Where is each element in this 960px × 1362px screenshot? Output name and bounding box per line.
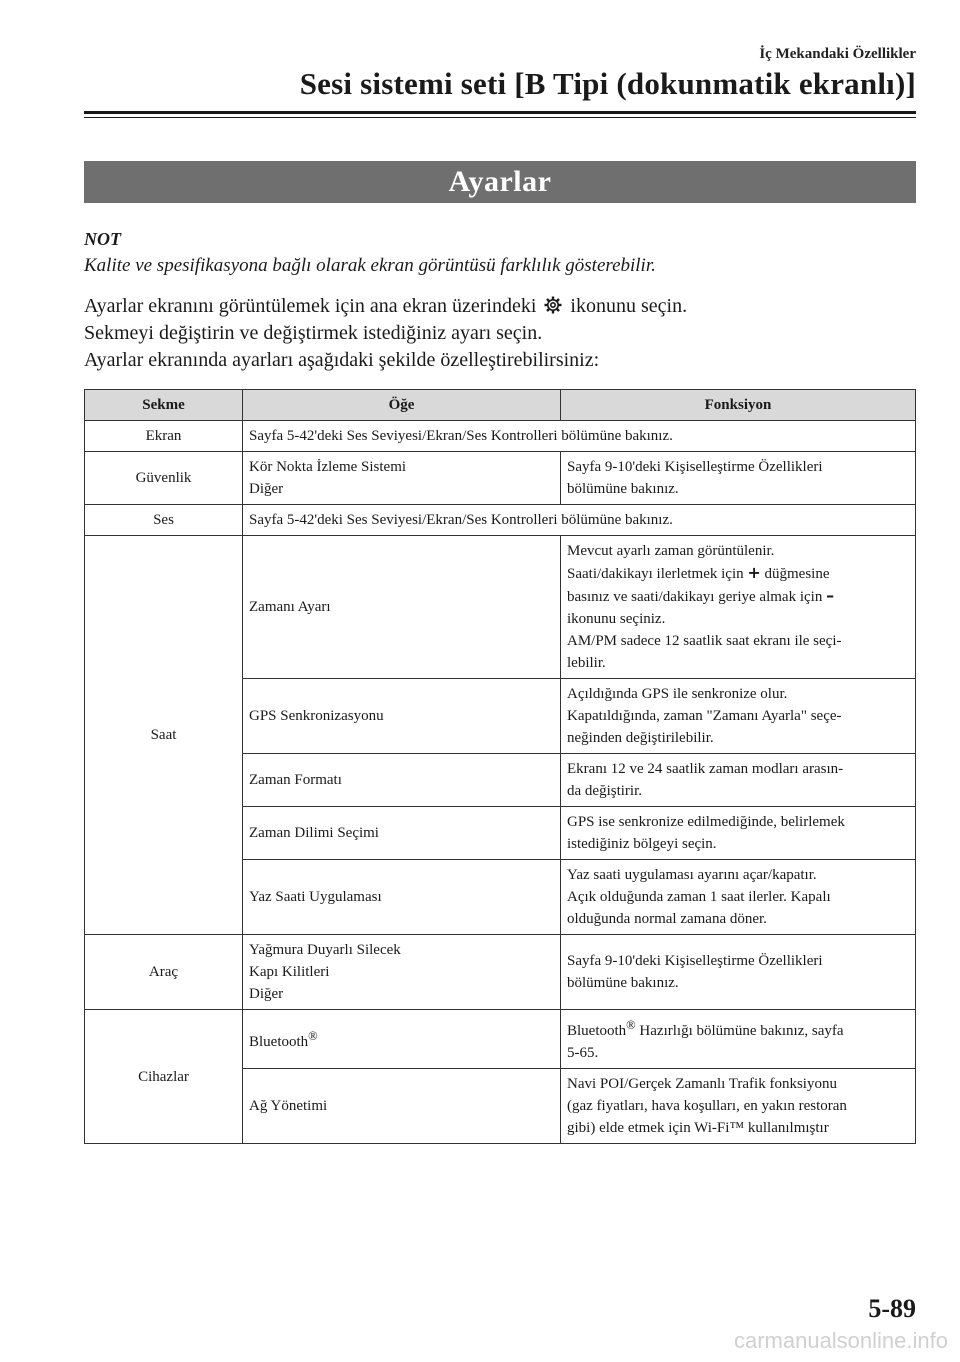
- arac-items: [243, 935, 561, 1010]
- format-item: Zaman Formatı: [243, 754, 561, 807]
- guvenlik-func-2: bölümüne bakınız.: [567, 481, 679, 497]
- registered-mark-2: ®: [626, 1018, 636, 1032]
- zaman-ayari-l6: lebilir.: [567, 655, 606, 671]
- format-function: [561, 754, 916, 807]
- zaman-ayari-l3: [567, 585, 909, 608]
- bluetooth-item: [243, 1010, 561, 1069]
- note-text: Kalite ve spesifikasyona bağlı olarak ekran görüntüsü farklılık gösterebilir.: [84, 255, 656, 276]
- table-header-row: [85, 390, 916, 421]
- section-banner: Ayarlar: [84, 161, 916, 203]
- zaman-ayari-l2: [567, 562, 909, 585]
- arac-func-2: bölümüne bakınız.: [567, 975, 679, 991]
- yaz-function: [561, 860, 916, 935]
- watermark: carmanualsonline.info: [733, 1328, 948, 1353]
- format-l1: Ekranı 12 ve 24 saatlik zaman modları arasın-: [567, 761, 844, 777]
- guvenlik-item-1: Kör Nokta İzleme Sistemi: [249, 459, 407, 475]
- tab-ses: Ses: [85, 505, 243, 536]
- intro-line-3: Ayarlar ekranında ayarları aşağıdaki şekilde özelleştirebilirsiniz:: [84, 349, 600, 371]
- gps-l2: Kapatıldığında, zaman "Zamanı Ayarla" seçe-: [567, 708, 842, 724]
- guvenlik-items: [243, 452, 561, 505]
- table-row-arac: [85, 935, 916, 1010]
- registered-mark: ®: [308, 1029, 318, 1043]
- bluetooth-f1: [567, 1014, 909, 1042]
- header-rule-thin: [84, 117, 916, 118]
- guvenlik-item-2: Diğer: [249, 481, 284, 497]
- bluetooth-f2: 5-65.: [567, 1045, 599, 1061]
- bluetooth-item-label: Bluetooth: [249, 1034, 309, 1050]
- note-label: NOT: [84, 229, 121, 249]
- gps-function: [561, 679, 916, 754]
- dilim-function: [561, 807, 916, 860]
- header-rule-thick: [84, 111, 916, 114]
- tab-arac: Araç: [85, 935, 243, 1010]
- intro-line-1-before: Ayarlar ekranını görüntülemek için ana ekran üzerindeki: [84, 295, 537, 317]
- arac-func-1: Sayfa 9-10'deki Kişiselleştirme Özellikleri: [567, 953, 823, 969]
- page-title: Sesi sistemi seti [B Tipi (dokunmatik ekranlı)]: [299, 66, 916, 101]
- tab-ekran: Ekran: [85, 421, 243, 452]
- table-row-guvenlik: [85, 452, 916, 505]
- guvenlik-func-1: Sayfa 9-10'deki Kişiselleştirme Özellikleri: [567, 459, 823, 475]
- chapter-title: İç Mekandaki Özellikler: [759, 46, 916, 62]
- zaman-ayari-item: Zamanı Ayarı: [243, 536, 561, 679]
- yaz-item: Yaz Saati Uygulaması: [243, 860, 561, 935]
- table-row-ekran: [85, 421, 916, 452]
- yaz-l2: Açık olduğunda zaman 1 saat ilerler. Kapalı: [567, 889, 831, 905]
- zaman-ayari-l1: Mevcut ayarlı zaman görüntülenir.: [567, 543, 775, 559]
- table-row-zaman-ayari: [85, 536, 916, 679]
- plus-icon: +: [747, 563, 761, 582]
- zaman-ayari-function: [561, 536, 916, 679]
- arac-item-2: Kapı Kilitleri: [249, 964, 330, 980]
- zaman-ayari-l3a: basınız ve saati/dakikayı geriye almak için: [567, 589, 823, 605]
- dilim-l2: istediğiniz bölgeyi seçin.: [567, 836, 717, 852]
- arac-function: [561, 935, 916, 1010]
- arac-item-3: Diğer: [249, 986, 284, 1002]
- ag-function: [561, 1069, 916, 1144]
- minus-icon: –: [826, 586, 835, 605]
- ag-l3: gibi) elde etmek için Wi-Fi™ kullanılmıştır: [567, 1120, 829, 1136]
- table-row-bluetooth: [85, 1010, 916, 1069]
- header-oge: Öğe: [243, 390, 561, 421]
- intro-line-2: Sekmeyi değiştirin ve değiştirmek istediğiniz ayarı seçin.: [84, 322, 543, 344]
- guvenlik-function: [561, 452, 916, 505]
- tab-cihazlar: Cihazlar: [85, 1010, 243, 1144]
- ag-l1: Navi POI/Gerçek Zamanlı Trafik fonksiyonu: [567, 1076, 837, 1092]
- header-sekme: Sekme: [85, 390, 243, 421]
- tab-saat: Saat: [85, 536, 243, 935]
- table-row-ses: [85, 505, 916, 536]
- yaz-l3: olduğunda normal zamana döner.: [567, 911, 767, 927]
- gps-l3: neğinden değiştirilebilir.: [567, 730, 714, 746]
- gps-item: GPS Senkronizasyonu: [243, 679, 561, 754]
- bluetooth-function: [561, 1010, 916, 1069]
- settings-table: [84, 389, 916, 1144]
- zaman-ayari-l2a: Saati/dakikayı ilerletmek için: [567, 566, 744, 582]
- format-l2: da değiştirir.: [567, 783, 642, 799]
- bluetooth-f1b: Hazırlığı bölümüne bakınız, sayfa: [635, 1023, 844, 1039]
- intro-line-1-after: ikonunu seçin.: [570, 295, 688, 317]
- tab-guvenlik: Güvenlik: [85, 452, 243, 505]
- dilim-item: Zaman Dilimi Seçimi: [243, 807, 561, 860]
- yaz-l1: Yaz saati uygulaması ayarını açar/kapatır.: [567, 867, 817, 883]
- settings-gear-icon: [543, 295, 563, 321]
- arac-item-1: Yağmura Duyarlı Silecek: [249, 942, 401, 958]
- zaman-ayari-l4: ikonunu seçiniz.: [567, 611, 666, 627]
- page-number: 5-89: [868, 1294, 916, 1323]
- zaman-ayari-l2b: düğmesine: [764, 566, 830, 582]
- intro-line-1: [84, 295, 687, 321]
- ag-l2: (gaz fiyatları, hava koşulları, en yakın restoran: [567, 1098, 847, 1114]
- bluetooth-f1a: Bluetooth: [567, 1023, 627, 1039]
- ekran-text: Sayfa 5-42'deki Ses Seviyesi/Ekran/Ses Kontrolleri bölümüne bakınız.: [243, 421, 916, 452]
- dilim-l1: GPS ise senkronize edilmediğinde, belirlemek: [567, 814, 845, 830]
- ag-item: Ağ Yönetimi: [243, 1069, 561, 1144]
- ses-text: Sayfa 5-42'deki Ses Seviyesi/Ekran/Ses Kontrolleri bölümüne bakınız.: [243, 505, 916, 536]
- zaman-ayari-l5: AM/PM sadece 12 saatlik saat ekranı ile seçi-: [567, 633, 842, 649]
- gps-l1: Açıldığında GPS ile senkronize olur.: [567, 686, 788, 702]
- header-fonksiyon: Fonksiyon: [561, 390, 916, 421]
